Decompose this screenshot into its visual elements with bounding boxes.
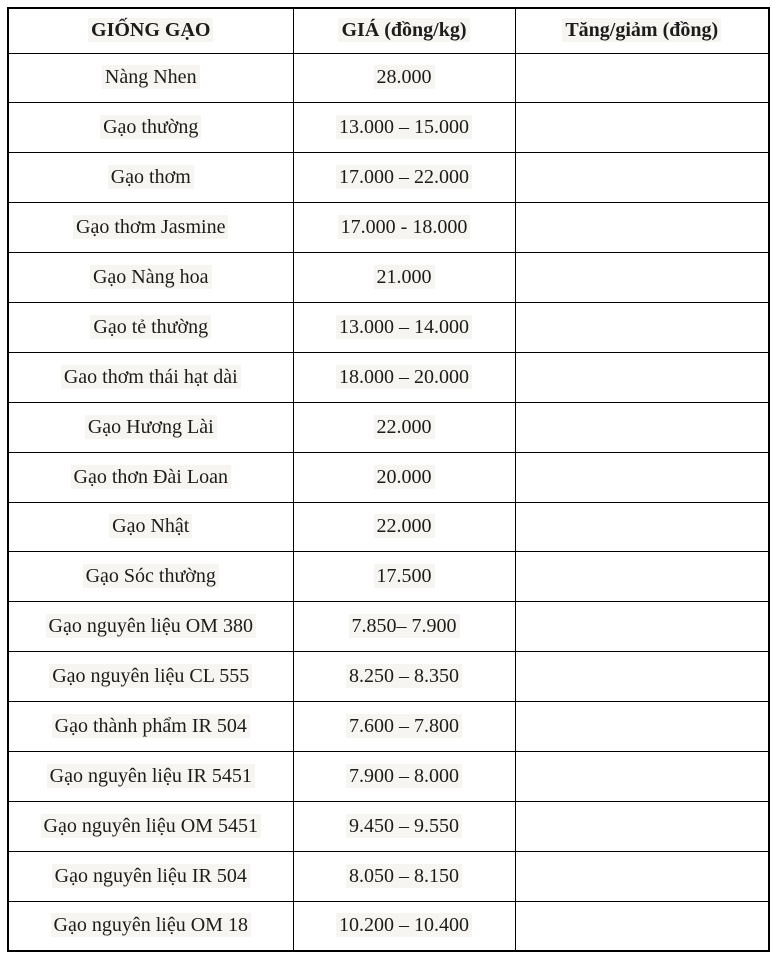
change-cell bbox=[515, 901, 769, 951]
change-cell bbox=[515, 153, 769, 203]
variety-cell: Gạo nguyên liệu IR 504 bbox=[8, 851, 293, 901]
variety-cell: Gạo nguyên liệu IR 5451 bbox=[8, 751, 293, 801]
price-cell: 21.000 bbox=[293, 253, 515, 303]
change-cell bbox=[515, 352, 769, 402]
header-variety bbox=[8, 8, 293, 53]
table-row bbox=[8, 253, 769, 303]
price-cell: 8.050 – 8.150 bbox=[293, 851, 515, 901]
variety-cell: Gao thơm thái hạt dài bbox=[8, 352, 293, 402]
change-cell bbox=[515, 203, 769, 253]
variety-cell: Gạo Hương Lài bbox=[8, 402, 293, 452]
table-row bbox=[8, 352, 769, 402]
price-cell: 28.000 bbox=[293, 53, 515, 103]
table-row bbox=[8, 751, 769, 801]
price-cell: 7.600 – 7.800 bbox=[293, 702, 515, 752]
change-cell bbox=[515, 452, 769, 502]
price-cell: 8.250 – 8.350 bbox=[293, 652, 515, 702]
table-row bbox=[8, 53, 769, 103]
variety-cell: Gạo thơm bbox=[8, 153, 293, 203]
change-cell bbox=[515, 502, 769, 552]
price-cell: 10.200 – 10.400 bbox=[293, 901, 515, 951]
variety-cell: Gạo tẻ thường bbox=[8, 302, 293, 352]
change-cell bbox=[515, 103, 769, 153]
table-row bbox=[8, 652, 769, 702]
price-cell: 17.000 - 18.000 bbox=[293, 203, 515, 253]
table-row bbox=[8, 552, 769, 602]
change-cell bbox=[515, 253, 769, 303]
table-row bbox=[8, 602, 769, 652]
price-cell: 7.850– 7.900 bbox=[293, 602, 515, 652]
change-cell bbox=[515, 652, 769, 702]
header-price bbox=[293, 8, 515, 53]
change-cell bbox=[515, 751, 769, 801]
header-change-label: Tăng/giảm (đồng) bbox=[562, 18, 721, 42]
change-cell bbox=[515, 402, 769, 452]
table-row bbox=[8, 153, 769, 203]
price-cell: 18.000 – 20.000 bbox=[293, 352, 515, 402]
price-cell: 22.000 bbox=[293, 502, 515, 552]
variety-cell: Gạo Nàng hoa bbox=[8, 253, 293, 303]
change-cell bbox=[515, 302, 769, 352]
price-cell: 13.000 – 15.000 bbox=[293, 103, 515, 153]
change-cell bbox=[515, 602, 769, 652]
table-row bbox=[8, 901, 769, 951]
table-row bbox=[8, 203, 769, 253]
variety-cell: Gạo Nhật bbox=[8, 502, 293, 552]
header-row bbox=[8, 8, 769, 53]
price-cell: 17.500 bbox=[293, 552, 515, 602]
rice-price-table bbox=[7, 7, 770, 952]
price-cell: 7.900 – 8.000 bbox=[293, 751, 515, 801]
change-cell bbox=[515, 801, 769, 851]
change-cell bbox=[515, 552, 769, 602]
price-cell: 13.000 – 14.000 bbox=[293, 302, 515, 352]
change-cell bbox=[515, 53, 769, 103]
table-row bbox=[8, 302, 769, 352]
table-row bbox=[8, 502, 769, 552]
header-change bbox=[515, 8, 769, 53]
variety-cell: Gạo thường bbox=[8, 103, 293, 153]
header-variety-label: GIỐNG GẠO bbox=[88, 18, 213, 42]
table-row bbox=[8, 801, 769, 851]
variety-cell: Gạo nguyên liệu OM 18 bbox=[8, 901, 293, 951]
change-cell bbox=[515, 702, 769, 752]
change-cell bbox=[515, 851, 769, 901]
variety-cell: Gạo thơn Đài Loan bbox=[8, 452, 293, 502]
variety-cell: Gạo nguyên liệu OM 5451 bbox=[8, 801, 293, 851]
price-cell: 22.000 bbox=[293, 402, 515, 452]
variety-cell: Gạo nguyên liệu CL 555 bbox=[8, 652, 293, 702]
variety-cell: Gạo nguyên liệu OM 380 bbox=[8, 602, 293, 652]
header-price-label: GIÁ (đồng/kg) bbox=[338, 18, 469, 42]
table-row bbox=[8, 103, 769, 153]
table-row bbox=[8, 452, 769, 502]
variety-cell: Gạo thành phẩm IR 504 bbox=[8, 702, 293, 752]
variety-cell: Gạo Sóc thường bbox=[8, 552, 293, 602]
table-row bbox=[8, 851, 769, 901]
variety-cell: Nàng Nhen bbox=[8, 53, 293, 103]
table-row bbox=[8, 402, 769, 452]
price-cell: 9.450 – 9.550 bbox=[293, 801, 515, 851]
variety-cell: Gạo thơm Jasmine bbox=[8, 203, 293, 253]
price-cell: 17.000 – 22.000 bbox=[293, 153, 515, 203]
price-cell: 20.000 bbox=[293, 452, 515, 502]
table-row bbox=[8, 702, 769, 752]
